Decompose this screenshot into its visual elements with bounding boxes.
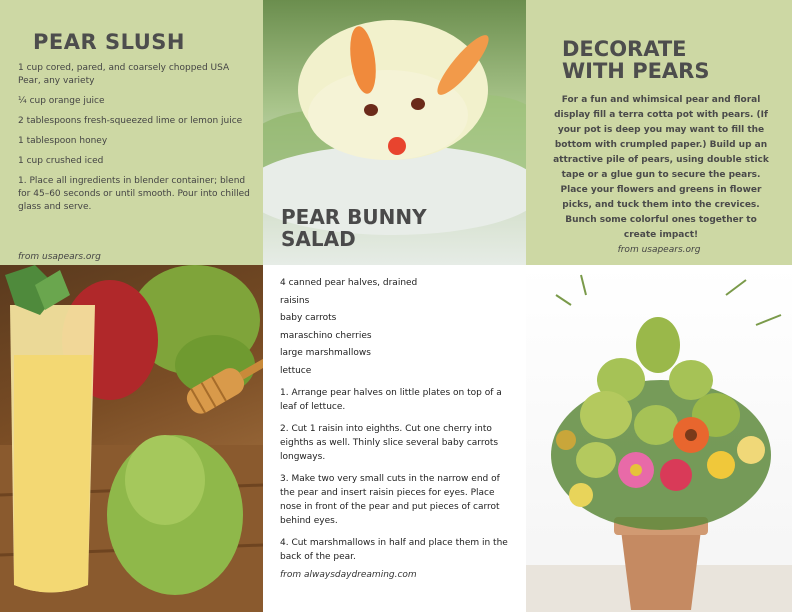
- list-item: lettuce: [280, 365, 312, 376]
- recipe-line: 1 tablespoon honey: [18, 136, 108, 146]
- title-line-1: PEAR BUNNY: [281, 205, 427, 229]
- pear-flower-pot-photo: [526, 265, 792, 612]
- steps-list: [280, 386, 516, 572]
- title-line-2: SALAD: [281, 227, 356, 251]
- decorate-body: For a fun and whimsical pear and floral display fill a terra cotta pot with pears. (If your pot is deep you may want to fill the bottom with crumpled paper.) Build up an attractive pile of pears, using double stick tape or a glue gun to secure the pears. Place your flowers and greens in flower picks, and tuck them into the crevices. Bunch some colorful ones together to create impact!: [553, 95, 769, 240]
- title-line-2: WITH PEARS: [562, 59, 710, 83]
- list-item: 4 canned pear halves, drained: [280, 278, 418, 288]
- slush-photo-illustration: [0, 265, 263, 612]
- recipe-line: 1 cup cored, pared, and coarsely chopped USA Pear, any variety: [18, 63, 230, 86]
- recipe-line: 1 cup crushed iced: [18, 156, 104, 166]
- step-item: 1. Arrange pear halves on little plates on top of a leaf of lettuce.: [280, 388, 502, 412]
- step-item: 2. Cut 1 raisin into eighths. Cut one cherry into eighths as well. Thinly slice several baby carrots longways.: [280, 424, 499, 462]
- pear-bunny-recipe: [263, 265, 526, 612]
- decorate-source: from usapears.org: [617, 245, 701, 255]
- step-item: 4. Cut marshmallows in half and place them in the back of the pear.: [280, 538, 508, 562]
- pear-slush-photo: [0, 265, 263, 612]
- pear-bunny-source: from alwaysdaydreaming.com: [280, 570, 417, 580]
- list-item: baby carrots: [280, 313, 337, 323]
- ingredients-list: [280, 275, 417, 380]
- pear-slush-title: PEAR SLUSH: [33, 30, 185, 54]
- recipe-line: 1. Place all ingredients in blender container; blend for 45–60 seconds or until smooth. Pour into chilled glass and serve.: [18, 176, 250, 212]
- pear-bunny-title: [281, 206, 427, 250]
- recipe-line: 2 tablespoons fresh-squeezed lime or lemon juice: [18, 116, 243, 126]
- list-item: maraschino cherries: [280, 330, 372, 341]
- flower-pot-illustration: [526, 265, 792, 612]
- pear-slush-source: from usapears.org: [18, 252, 101, 262]
- list-item: large marshmallows: [280, 348, 371, 358]
- title-line-1: DECORATE: [562, 37, 687, 61]
- pear-bunny-photo: [263, 0, 526, 265]
- pear-slush-recipe: [18, 62, 250, 221]
- pear-slush-panel: [0, 0, 263, 265]
- decorate-panel: [526, 0, 792, 265]
- list-item: raisins: [280, 295, 310, 306]
- recipe-line: ¼ cup orange juice: [18, 96, 105, 106]
- decorate-title: [562, 38, 709, 82]
- step-item: 3. Make two very small cuts in the narrow end of the pear and insert raisin pieces for eyes. Place nose in front of the pear and put pieces of carrot behind eyes.: [280, 474, 500, 526]
